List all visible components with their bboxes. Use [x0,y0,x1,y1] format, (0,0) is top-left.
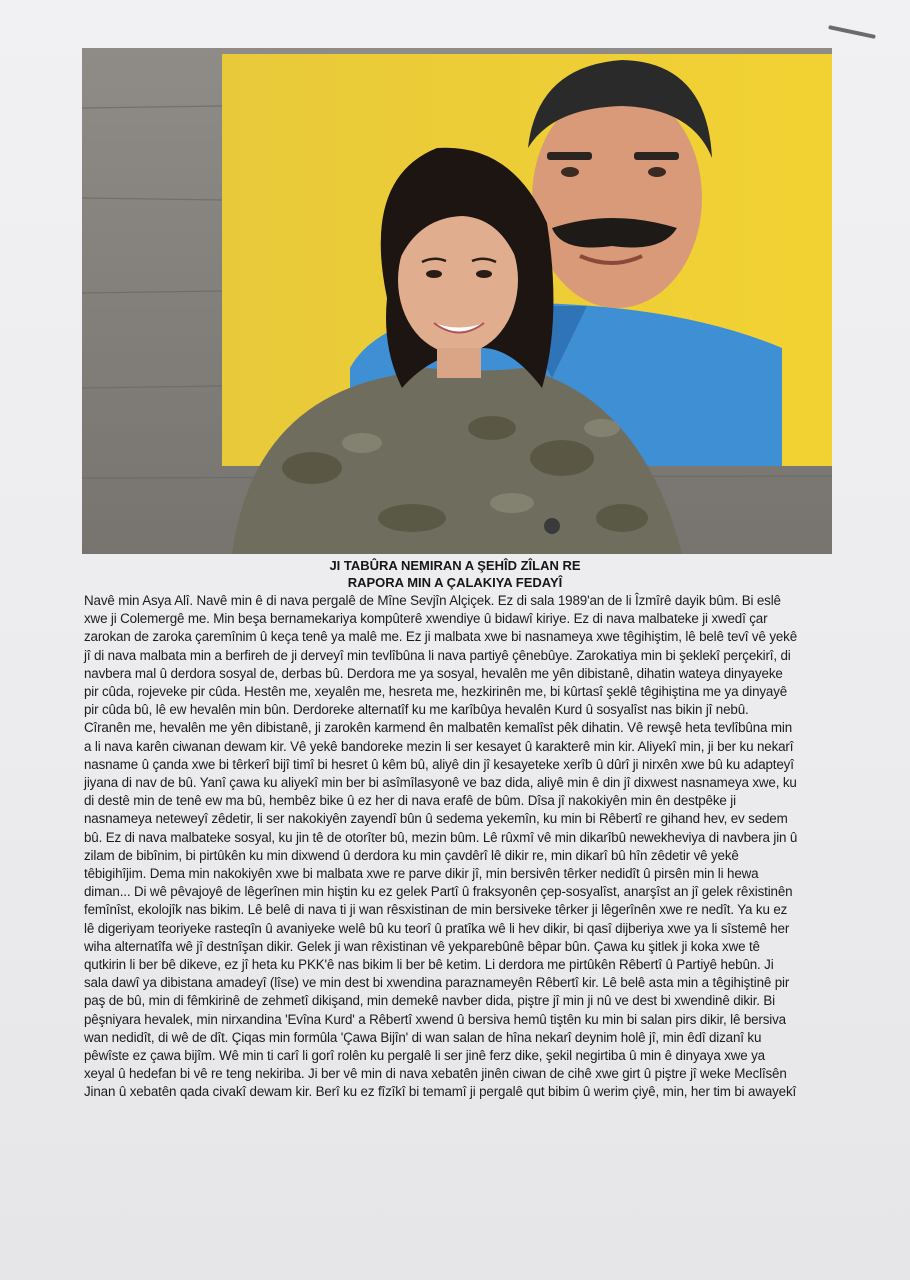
text-line: Navê min Asya Alî. Navê min ê di nava pergalê de Mîne Sevjîn Alçiçek. Ez di sala 1989'an de li Îzmîrê dayik bûm. Bi eslê [84,593,781,608]
text-line: wan nedidît, di wê de dît. Çiqas min formûla 'Çawa Bijîn' di wan salan de hîna nekarî deynim holê jî, min êdî dizanî ku [84,1029,762,1045]
text-line: navbera mal û derdora sosyal de, derbas bû. Derdora me ya sosyal, hevalên me yên dibistanê, dihatin wateya dinyayeke [84,665,783,681]
text-line: zarokan de zaroka çaremînim û keça tenê ya malê me. Ez ji malbata xwe bi nasnameya xwe têgihiştim, lê belê tevî vê yekê [84,629,798,645]
text-line: pêwîste ez çawa bijîm. Wê min ti carî li gorî rolên ku pergalê li ser jinê ferz dike, şekil negirtiba û min ê dinyaya xwe ya [84,1048,765,1064]
text-line: femînîst, ekolojîk nas bikim. Lê belê di nava ti ji wan rêsxistinan de min bersiveke têrker ji lêgerînên xwe re nedît. Ya ku ez [84,902,788,918]
caption [0,557,910,591]
caption-line-2: RAPORA MIN A ÇALAKIYA FEDAYÎ [347,575,563,590]
text-line: jî di nava malbata min a berfireh de ji derveyî min tevlîbûna li nava partiyê çênebûye. Zarokatiya min bi şeklekî perçekirî, di [84,647,791,663]
text-line: diman... Di wê pêvajoyê de lêgerînen min hiştin ku ez gelek Partî û fraksyonên çep-sosyalîst, anarşîst an jî gelek rêxistinên [84,884,793,900]
text-line: zilam de bibînim, bi pirtûkên ku min dixwend û derdora ku min çavdêrî lê dikir re, min dikarî bû hîn zêdetir vê yekê [84,847,739,863]
text-line: Jinan û xebatên qada civakî dewam kir. Berî ku ez fîzîkî bi temamî ji pergalê qut bibim û werim çiyê, min, her tim bi awayekî [84,1084,797,1100]
text-line: xwe ji Colemergê me. Min beşa bernamekariya kompûterê xwendiye û bidawî kiriye. Ez di nava malbateke ji xwedî çar [84,611,768,627]
photo-illustration [82,48,832,554]
text-line: lê digeriyam teoriyeke rasteqîn û avaniyeke welê bû ku teorî û pratîka wê li hev dikir, bi qasî dijberiya xwe ya li sîstemê her [84,920,790,936]
text-line: qutkirin li ber bê dikeve, ez jî heta ku PKK'ê nas bikim li ber bê ketim. Li derdora me pirtûkên Rêbertî û Partiyê hebûn. Ji [84,957,774,973]
text-line: pir cûda bû, lê ew hevalên min bûn. Derdoreke alternatîf ku me karîbûya hevalên Kurd û sosyalîst nas bikin jî nebû. [84,702,749,718]
body-text [84,592,836,1102]
text-line: bû. Ez di nava malbateke sosyal, ku jin tê de otorîter bû, mezin bûm. Lê rûxmî vê min dikarîbû newekheviya di navbera jin û [84,829,798,845]
text-line: pêşniyara hevalek, min nirxandina 'Evîna Kurd' a Rêbertî xwend û bersiva hemû tiştên ku min bi salan pirs dikir, lê bersiva [84,1011,786,1027]
text-line: nasname û çanda xwe bi têrkerî bijî timî bi hesret û kêm bû, aliyê din jî kesayeteke xerîb û dûrî ji nirxên xwe bû ku adapteyî [84,756,794,772]
text-line: xeyal û hedefan bi vê re teng nekiriba. Ji ber vê min di nava xebatên jinên ciwan de cihê xwe girt û piştre jî weke Meclîsên [84,1066,787,1082]
text-line: nasnameya neteweyî zêdetir, li ser nakokiyên zayendî bûn û sedema yekemîn, ku min bi Rêbertî re gihand hev, ev sedem [84,811,788,827]
pen-mark [828,25,876,39]
text-line: Cîranên me, hevalên me yên dibistanê, ji zarokên karmend ên malbatên kemalîst pêk dihatin. Vê rewşê heta tevlîbûna min [84,720,793,736]
text-line: jiyana di nav de bû. Yanî çawa ku aliyekî min ber bi asîmîlasyonê ve baz dida, aliyê min ê din jî dixwest nasnameya xwe, ku [84,775,797,791]
text-line: têbigihîjim. Dema min nakokiyên xwe bi malbata xwe re parve dikir jî, min bersivên têrker nedidît û pirsên min li hewa [84,866,759,882]
text-line: paş de bû, min di fêmkirinê de zehmetî dikişand, min demekê navber dida, piştre jî min ji nû ve dest bi xwendinê dikir. Bi [84,993,776,1009]
caption-line-1: JI TABÛRA NEMIRAN A ŞEHÎD ZÎLAN RE [329,558,581,573]
text-line: pir cûda, rojeveke pir cûda. Hestên me, xeyalên me, hesreta me, hezkirinên me, bi kûrtasî şeklê têgihiştina me ya dinyayê [84,684,788,700]
text-line: sala dawî ya dibistana amadeyî (lîse) ve min dest bi xwendina paraznameyên Rêbertî kir. Lê belê asta min a têgihiştinê pir [84,975,790,991]
text-line: di destê min de tenê ew ma bû, hembêz bike û ez her di nava erafê de bûm. Dîsa jî nakokiyên min ên destpêke ji [84,793,736,809]
photo [82,48,832,554]
text-line: a li nava karên ciwanan dewam kir. Vê yekê bandoreke mezin li ser kesayet û karakterê min kir. Aliyekî min, ji ber ku nekarî [84,738,794,754]
text-line: wiha alternatîfa wê jî destnîşan dikir. Gelek ji wan rêxistinan vê yekparebûnê bêpar bûn. Çawa ku şitlek ji koka xwe tê [84,938,760,954]
